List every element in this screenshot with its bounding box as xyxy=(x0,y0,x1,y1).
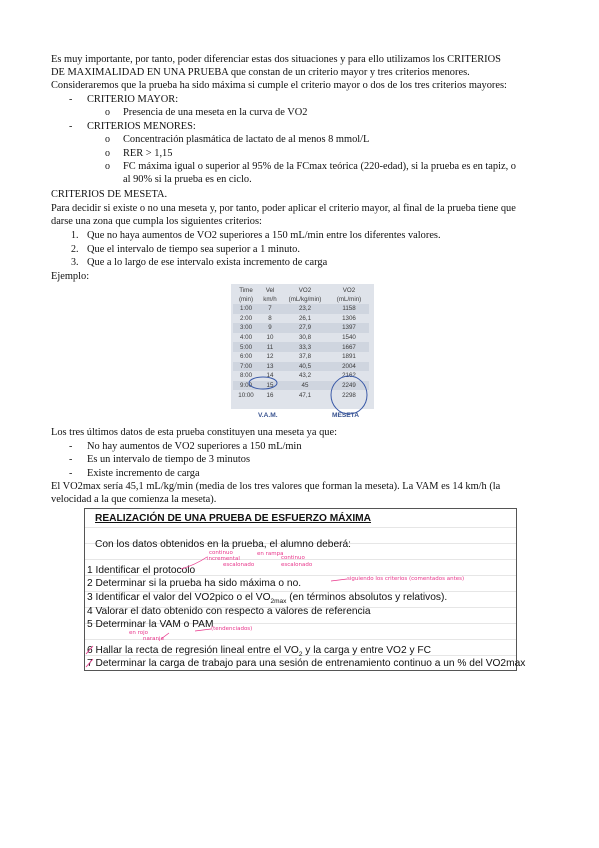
table-cell: 15 xyxy=(259,381,281,391)
major-criterion-item: Presencia de una meseta en la curva de VO2 xyxy=(123,107,308,118)
vo2max-statement-line-2: velocidad a la que comienza la meseta). xyxy=(51,494,217,505)
meseta-criterion: Que no haya aumentos de VO2 superiores a 150 mL/min entre los diferentes valores. xyxy=(87,230,441,241)
table-cell: 9 xyxy=(259,323,281,333)
bullet-marker: o xyxy=(105,161,110,172)
minor-criterion-item-continued: al 90% si la prueba es en ciclo. xyxy=(123,174,252,185)
list-number: 2. xyxy=(71,244,79,255)
table-cell: 26,1 xyxy=(298,314,312,322)
header-cell: (min) xyxy=(238,296,254,303)
minor-criteria-heading: CRITERIOS MENORES: xyxy=(87,121,196,132)
table-cell: 11 xyxy=(259,342,281,352)
intro-line-1: Es muy importante, por tanto, poder diferenciar estas dos situaciones y para ello utilizamos los CRITERIOS xyxy=(51,54,501,65)
meseta-heading: CRITERIOS DE MESETA. xyxy=(51,189,168,200)
header-cell: VO2 xyxy=(342,287,356,294)
handwritten-note: siguiendo los criterios (comentados antes) xyxy=(347,576,465,582)
table-cell: 33,3 xyxy=(281,342,329,352)
header-cell: (mL/min) xyxy=(336,296,362,303)
minor-criterion-item: RER > 1,15 xyxy=(123,148,173,159)
table-cell: 16 xyxy=(266,391,274,399)
meseta-criterion: Que a lo largo de ese intervalo exista incremento de carga xyxy=(87,257,328,268)
table-cell: 1891 xyxy=(342,353,356,361)
vam-label: V.A.M. xyxy=(258,412,278,419)
step-text: Determinar si la prueba ha sido máxima o no. xyxy=(95,578,302,589)
table-cell: 1158 xyxy=(329,304,369,314)
dash-marker: - xyxy=(69,441,73,452)
table-cell: 13 xyxy=(259,362,281,372)
step-text: Determinar la carga de trabajo para una sesión de entrenamiento continuo a un % del VO2max xyxy=(95,658,526,669)
meseta-paragraph-line-1: Para decidir si existe o no una meseta y, por tanto, poder aplicar el criterio mayor, al final de la prueba tiene que xyxy=(51,203,516,214)
exercise-intro: Con los datos obtenidos en la prueba, el alumno deberá: xyxy=(95,539,351,550)
header-cell: VO2 xyxy=(298,287,312,294)
minor-criterion-item: Concentración plasmática de lactato de al menos 8 mmol/L xyxy=(123,134,370,145)
table-cell: 14 xyxy=(266,372,274,380)
table-cell: 2249 xyxy=(329,381,369,391)
table-cell: 8 xyxy=(268,314,272,322)
meseta-criterion: Que el intervalo de tiempo sea superior a 1 minuto. xyxy=(87,244,300,255)
table-cell: 5:00 xyxy=(233,342,259,352)
example-table-image xyxy=(231,284,374,424)
handwritten-note: (tendenciados) xyxy=(211,626,253,632)
table-cell: 1397 xyxy=(329,323,369,333)
vo2max-statement-line-1: El VO2max sería 45,1 mL/kg/min (media de los tres valores que forman la meseta). La VAM es 14 km/h (la xyxy=(51,481,501,492)
table-cell: 2004 xyxy=(329,362,369,372)
vam-circle xyxy=(249,377,277,389)
bullet-marker: o xyxy=(105,148,110,159)
table-cell: 10:00 xyxy=(238,391,254,399)
minor-criterion-item: FC máxima igual o superior al 95% de la FCmax teórica (220-edad), si la prueba es en tapiz, o xyxy=(123,161,516,172)
table-cell: 7 xyxy=(259,304,281,314)
intro-line-2: DE MAXIMALIDAD EN UNA PRUEBA que constan de un criterio mayor y tres criterios menores. xyxy=(51,67,470,78)
exercise-title: REALIZACIÓN DE UNA PRUEBA DE ESFUERZO MÁXIMA xyxy=(95,513,372,524)
dash-marker: - xyxy=(69,94,73,105)
ink-stroke xyxy=(331,579,347,581)
intro-line-3: Consideraremos que la prueba ha sido máxima si cumple el criterio mayor o dos de los tres criterios mayores: xyxy=(51,80,507,91)
table-cell: 10 xyxy=(266,334,274,342)
step-subscript: 2max xyxy=(270,598,287,606)
step-number: 7 xyxy=(87,658,93,669)
table-cell: 4:00 xyxy=(239,334,253,342)
table-cell: 12 xyxy=(266,353,274,361)
table-cell: 30,8 xyxy=(298,334,312,342)
step-text: Hallar la recta de regresión lineal entre el VO xyxy=(95,645,299,656)
step-number: 5 xyxy=(87,619,93,630)
table-cell: 2298 xyxy=(342,391,356,399)
handwritten-note: escalonado xyxy=(223,562,255,568)
step-text: Valorar el dato obtenido con respecto a valores de referencia xyxy=(95,606,371,617)
table-cell: 8:00 xyxy=(239,372,253,380)
table-cell: 1667 xyxy=(329,342,369,352)
table-cell: 2162 xyxy=(342,372,356,380)
handwritten-note: incremental xyxy=(207,556,240,562)
step-text: Identificar el valor del VO2pico o el VO xyxy=(95,592,271,603)
handwritten-note: naranja xyxy=(143,636,164,642)
example-label: Ejemplo: xyxy=(51,271,90,282)
exercise-instructions-image xyxy=(84,508,526,671)
handwritten-note: en rampa xyxy=(257,551,284,557)
grid-line xyxy=(85,527,516,528)
table-cell: 7:00 xyxy=(233,362,259,372)
table-cell: 2:00 xyxy=(239,314,253,322)
major-criterion-heading: CRITERIO MAYOR: xyxy=(87,94,179,105)
table-cell: 40,5 xyxy=(281,362,329,372)
step-number: 3 xyxy=(87,592,93,603)
dash-marker: - xyxy=(69,121,73,132)
table-cell: 1540 xyxy=(342,334,356,342)
table-cell: 9:00 xyxy=(233,381,259,391)
step-number: 6 xyxy=(87,645,93,656)
conclusion-intro: Los tres últimos datos de esta prueba constituyen una meseta ya que: xyxy=(51,427,337,438)
meseta-paragraph-line-2: darse una zona que cumpla los siguientes criterios: xyxy=(51,216,262,227)
step-text-rest: (en términos absolutos y relativos). xyxy=(286,592,448,603)
table-cell: 1306 xyxy=(342,314,356,322)
table-cell: 1:00 xyxy=(233,304,259,314)
dash-marker: - xyxy=(69,468,73,479)
step-text: Identificar el protocolo xyxy=(95,565,196,576)
exercise-step xyxy=(87,578,301,590)
header-cell: Time xyxy=(239,287,253,294)
conclusion-item: Existe incremento de carga xyxy=(87,468,200,479)
dash-marker: - xyxy=(69,454,73,465)
table-cell: 6:00 xyxy=(239,353,253,361)
meseta-label: MESETA xyxy=(332,412,359,419)
step-subscript: 2 xyxy=(298,651,303,659)
handwritten-note: continuo xyxy=(281,555,305,561)
bullet-marker: o xyxy=(105,107,110,118)
list-number: 1. xyxy=(71,230,79,241)
table-cell: 27,9 xyxy=(281,323,329,333)
exercise-step xyxy=(87,619,213,631)
header-cell: Vel xyxy=(265,287,275,294)
table-cell: 43,2 xyxy=(298,372,312,380)
handwritten-note: continuo xyxy=(209,550,233,556)
table-cell: 3:00 xyxy=(233,323,259,333)
table-cell: 47,1 xyxy=(298,391,312,399)
meseta-circle xyxy=(331,376,367,414)
table-cell: 23,2 xyxy=(281,304,329,314)
step-text-rest: y la carga y entre VO2 y FC xyxy=(302,645,431,656)
conclusion-item: Es un intervalo de tiempo de 3 minutos xyxy=(87,454,251,465)
step-text: Determinar la VAM o PAM xyxy=(95,619,214,630)
handwritten-note: en rojo xyxy=(129,630,149,636)
table-cell: 45 xyxy=(281,381,329,391)
step-number: 2 xyxy=(87,578,93,589)
table-cell: 37,8 xyxy=(298,353,312,361)
step-number: 4 xyxy=(87,606,93,617)
handwritten-note: escalonado xyxy=(281,562,313,568)
exercise-step xyxy=(87,565,195,577)
exercise-step xyxy=(87,658,525,670)
header-cell: km/h xyxy=(263,296,277,303)
conclusion-item: No hay aumentos de VO2 superiores a 150 mL/min xyxy=(87,441,302,452)
exercise-step xyxy=(87,606,371,618)
list-number: 3. xyxy=(71,257,79,268)
header-cell: (mL/kg/min) xyxy=(288,296,322,303)
step-number: 1 xyxy=(87,565,93,576)
bullet-marker: o xyxy=(105,134,110,145)
table-annotations xyxy=(231,284,374,424)
